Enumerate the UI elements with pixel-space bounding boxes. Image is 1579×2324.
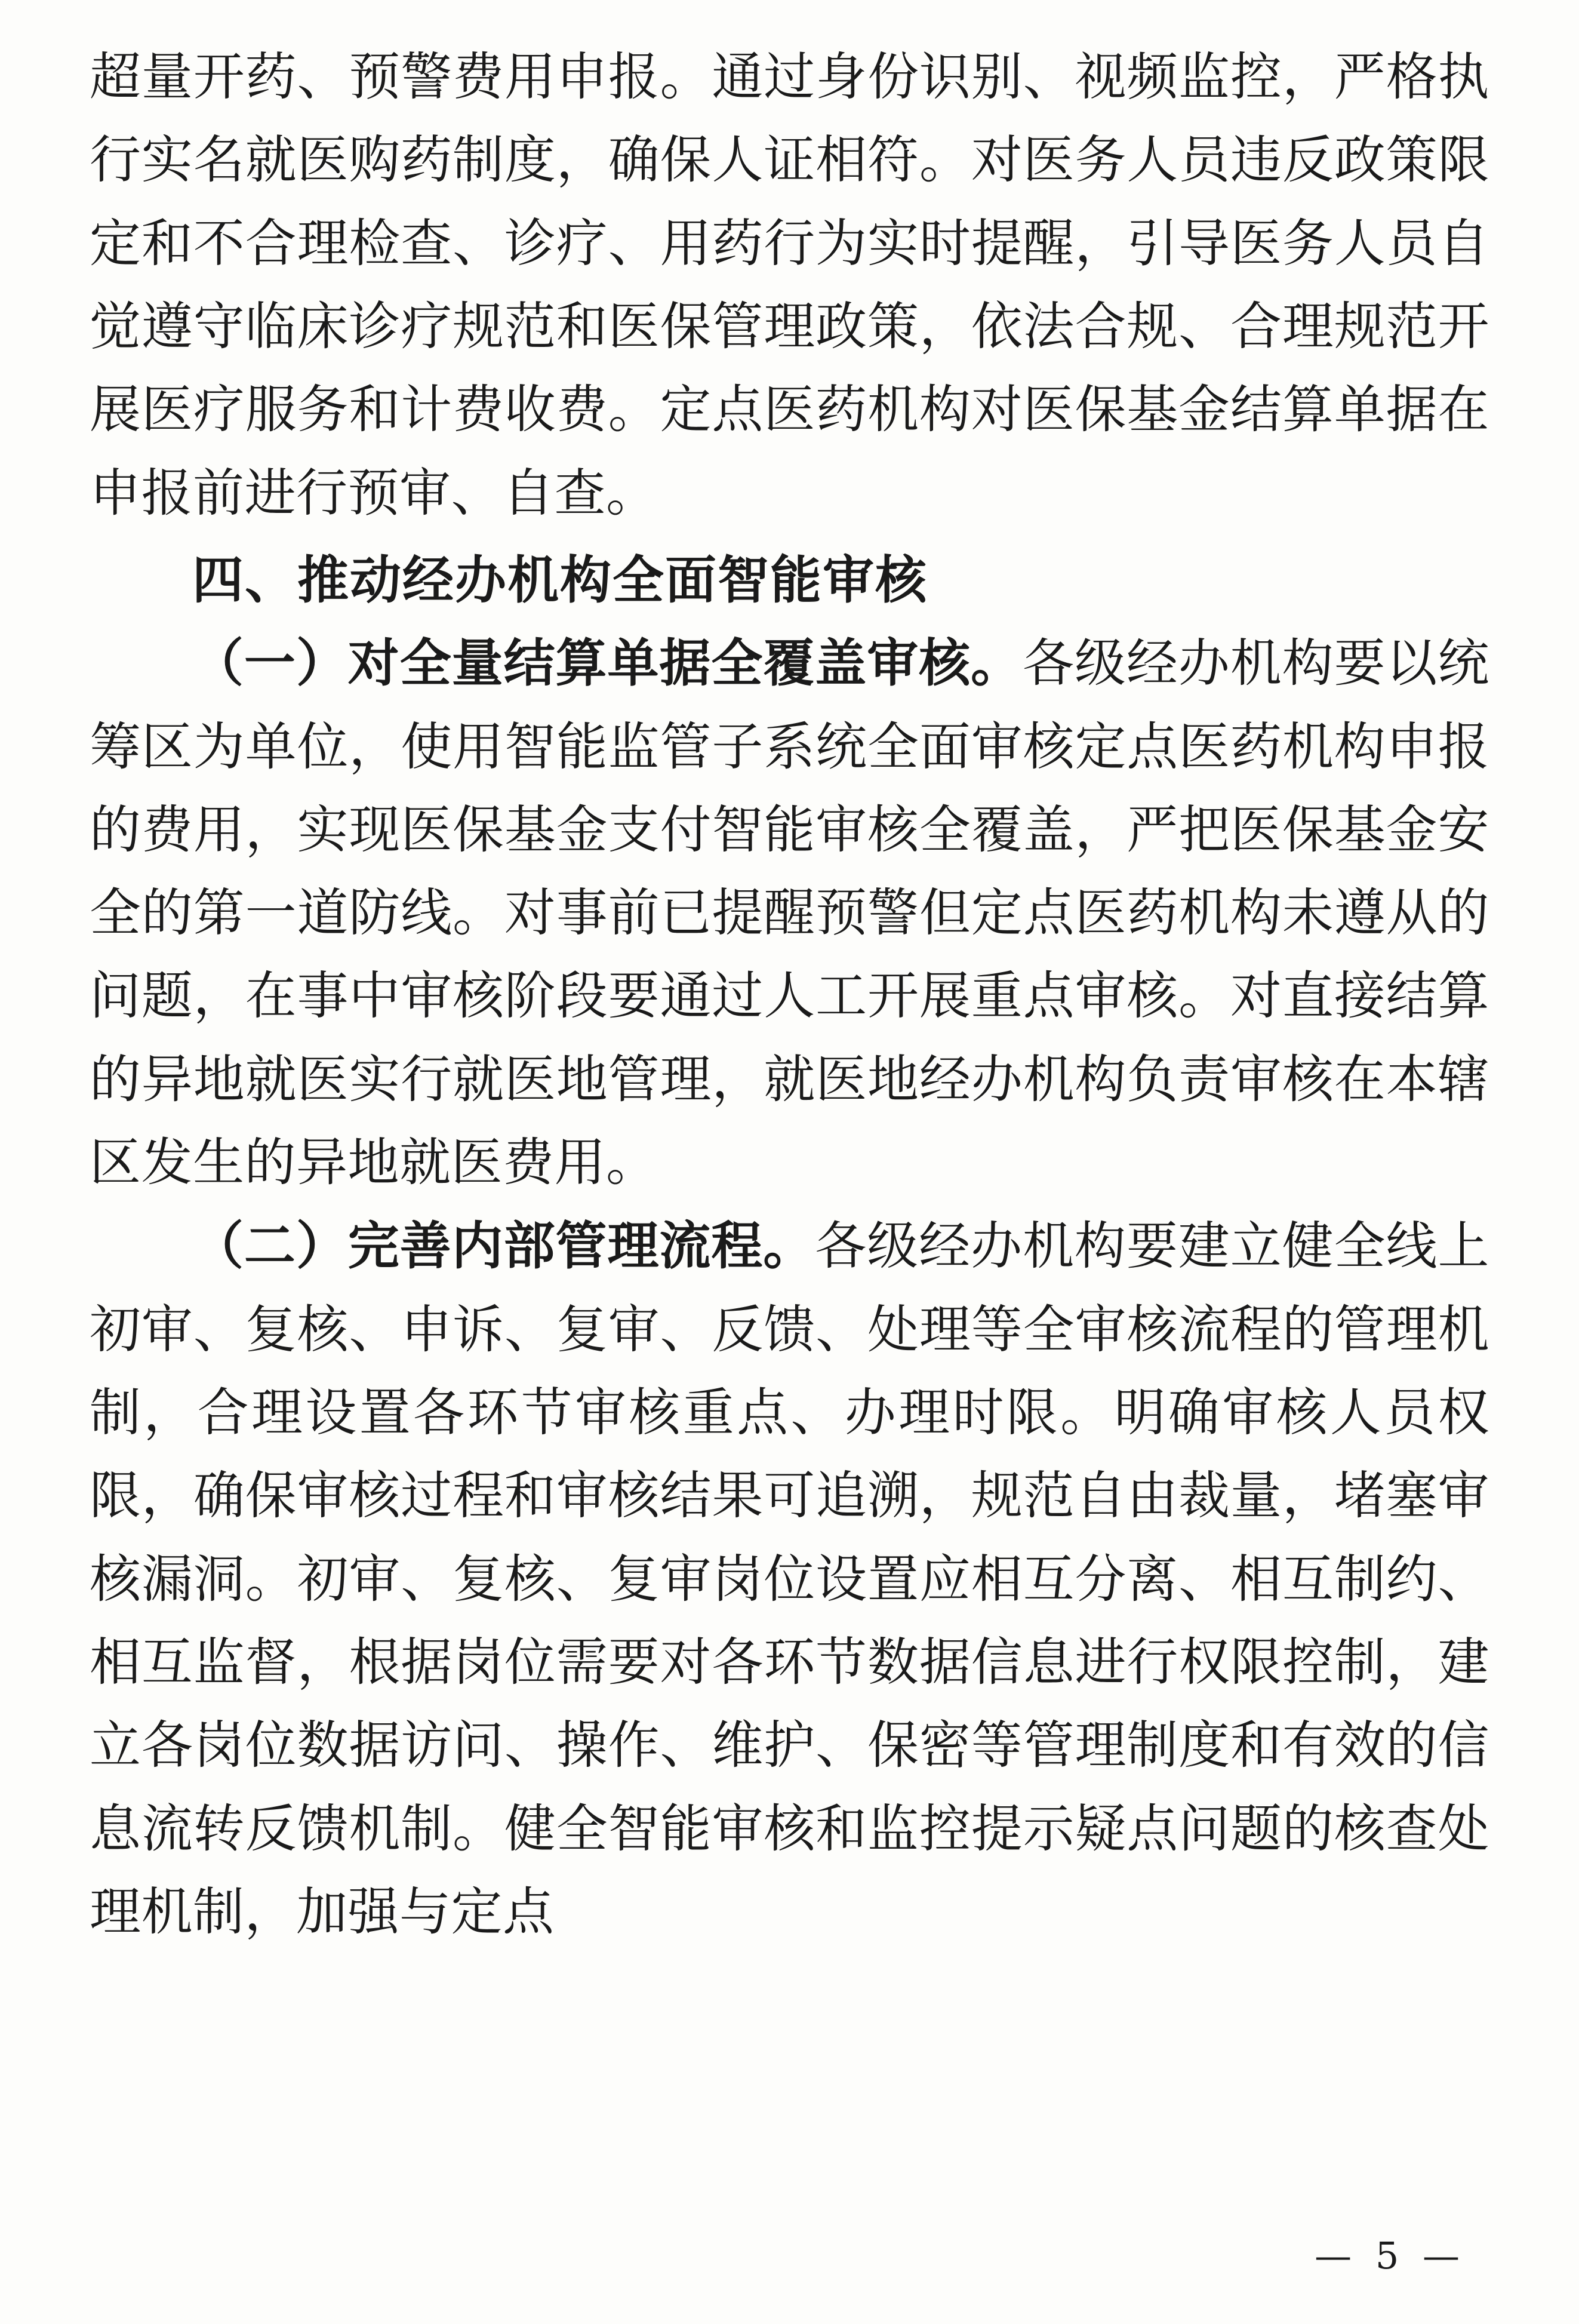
section-two-text: 各级经办机构要建立健全线上初审、复核、申诉、复审、反馈、处理等全审核流程的管理机制，合理设置各环节审核重点、办理时限。明确审核人员权限，确保审核过程和审核结果可追溯，规范自由裁量，堵塞审核漏洞。初审、复核、复审岗位设置应相互分离、相互制约、相互监督，根据岗位需要对各环节数据信息进行权限控制，建立各岗位数据访问、操作、维护、保密等管理制度和有效的信息流转反馈机制。健全智能审核和监控提示疑点问题的核查处理机制，加强与定点 <box>90 1216 1489 1942</box>
document-body <box>90 36 1489 1954</box>
section-heading: 四、推动经办机构全面智能审核 <box>192 549 928 610</box>
section-two-label: （二）完善内部管理流程。 <box>192 1216 815 1277</box>
paragraph-continued: 超量开药、预警费用申报。通过身份识别、视频监控，严格执行实名就医购药制度，确保人证相符。对医务人员违反政策限定和不合理检查、诊疗、用药行为实时提醒，引导医务人员自觉遵守临床诊疗规范和医保管理政策，依法合规、合理规范开展医疗服务和计费收费。定点医药机构对医保基金结算单据在申报前进行预审、自查。 <box>90 47 1489 523</box>
section-one <box>90 622 1489 1204</box>
page-number: — 5 — <box>1315 2234 1466 2277</box>
section-two <box>90 1204 1489 1954</box>
section-one-label: （一）对全量结算单据全覆盖审核。 <box>192 633 1023 694</box>
section-one-text: 各级经办机构要以统筹区为单位，使用智能监管子系统全面审核定点医药机构申报的费用，实现医保基金支付智能审核全覆盖，严把医保基金安全的第一道防线。对事前已提醒预警但定点医药机构未遵从的问题，在事中审核阶段要通过人工开展重点审核。对直接结算的异地就医实行就医地管理，就医地经办机构负责审核在本辖区发生的异地就医费用。 <box>90 634 1489 1193</box>
